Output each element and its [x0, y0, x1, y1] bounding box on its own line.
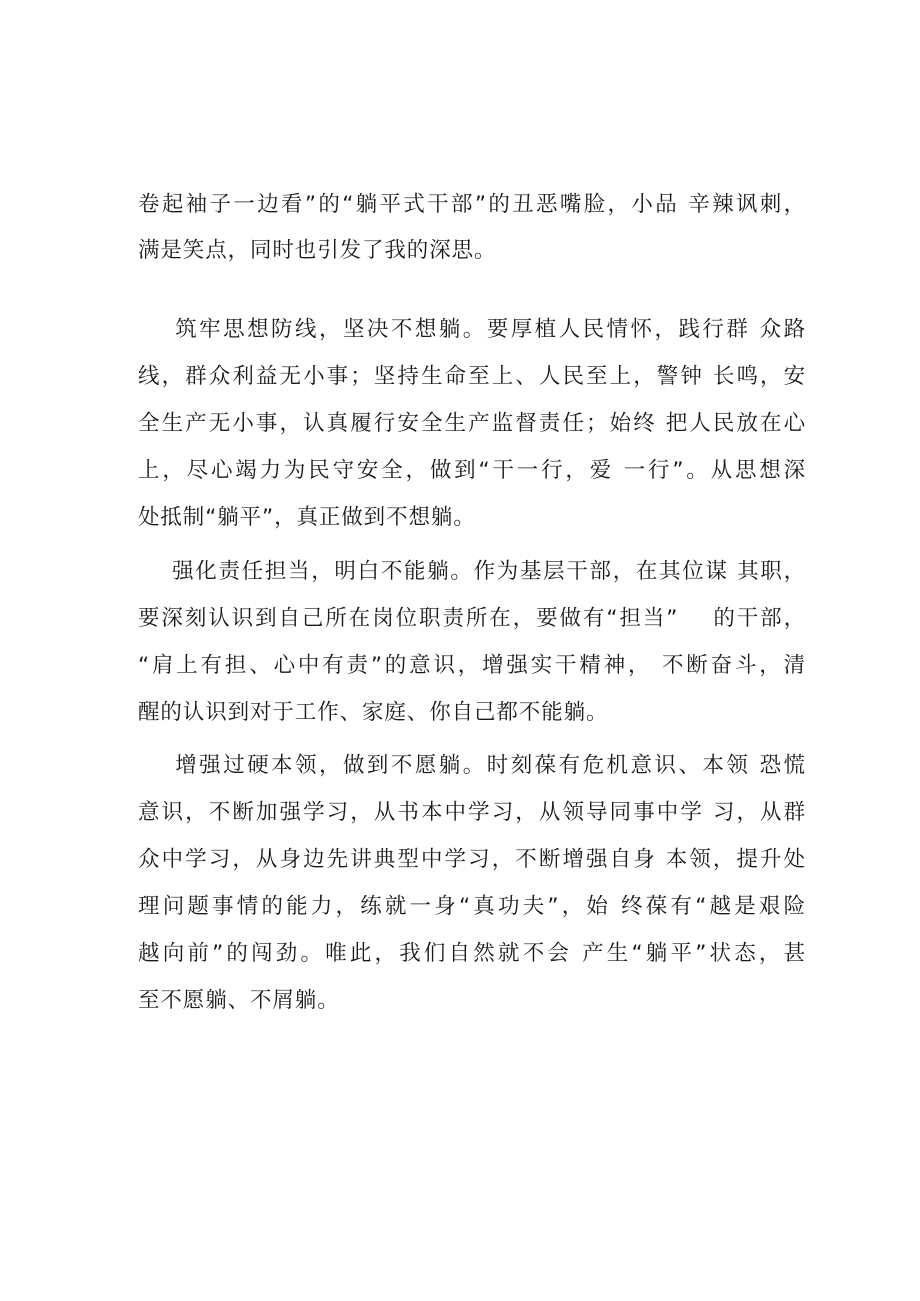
text-line: 越向前”的闯劲。唯此，我们自然就不会 产生“躺平”状态，甚: [138, 941, 806, 966]
text-line: 增强过硬本领，做到不愿躺。时刻葆有危机意识、本领 恐慌: [138, 753, 806, 778]
text-line: 卷起袖子一边看”的“躺平式干部”的丑恶嘴脸，小品 辛辣讽刺，: [138, 192, 806, 217]
text-line: 线，群众利益无小事；坚持生命至上、人民至上，警钟 长鸣，安: [138, 364, 806, 389]
text-line: 醒的认识到对于工作、家庭、你自己都不能躺。: [138, 700, 609, 725]
text-line: 意识，不断加强学习，从书本中学习，从领导同事中学 习，从群: [138, 800, 806, 825]
text-line: 理问题事情的能力，练就一身“真功夫”，始 终葆有“越是艰险: [138, 894, 806, 919]
text-line: 要深刻认识到自己所在岗位职责所在，要做有“担当” 的干部，: [138, 606, 806, 631]
text-line: 筑牢思想防线，坚决不想躺。要厚植人民情怀，践行群 众路: [138, 317, 806, 342]
text-line: 上，尽心竭力为民守安全，做到“干一行，爱 一行”。从思想深: [138, 458, 806, 483]
text-line: 众中学习，从身边先讲典型中学习，不断增强自身 本领，提升处: [138, 847, 806, 872]
text-line: 满是笑点，同时也引发了我的深思。: [138, 238, 497, 263]
text-line: 强化责任担当，明白不能躺。作为基层干部，在其位谋 其职，: [138, 559, 806, 584]
text-line: 全生产无小事，认真履行安全生产监督责任；始终 把人民放在心: [138, 411, 806, 436]
text-line: 至不愿躺、不屑躺。: [138, 988, 340, 1013]
text-line: 处抵制“躺平”，真正做到不想躺。: [138, 505, 476, 530]
text-line: “肩上有担、心中有责”的意识，增强实干精神， 不断奋斗，清: [138, 653, 806, 678]
